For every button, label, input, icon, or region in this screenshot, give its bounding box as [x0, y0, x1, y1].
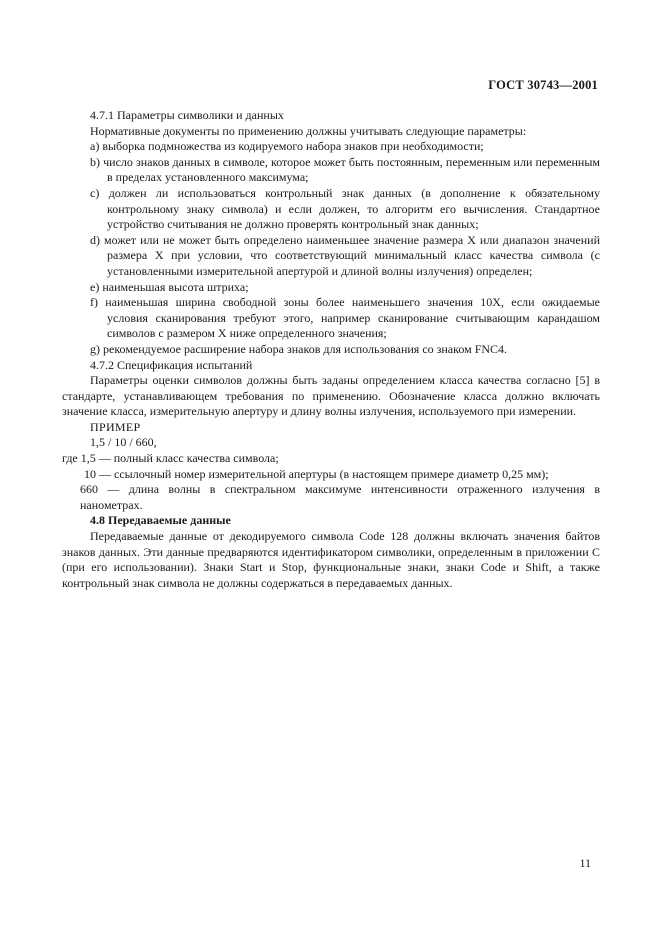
- example-where-3: 660 — длина волны в спектральном максимуме интенсивности отраженного излучения в нанометрах.: [80, 482, 600, 512]
- example-where-2: 10 — ссылочный номер измерительной апертуры (в настоящем примере диаметр 0,25 мм);: [84, 466, 549, 481]
- example-value: 1,5 / 10 / 660,: [90, 435, 157, 450]
- list-item-f: f) наименьшая ширина свободной зоны более наименьшего значения 10X, если ожидаемые условия сканирования требуют этого, например сканирование считывающим карандашом символов с размером X ниже определенного значения;: [90, 295, 600, 341]
- list-item-a: a) выборка подмножества из кодируемого набора знаков при необходимости;: [90, 139, 484, 154]
- document-header: ГОСТ 30743—2001: [488, 78, 598, 92]
- list-item-g: g) рекомендуемое расширение набора знаков для использования со знаком FNC4.: [90, 341, 508, 356]
- example-where-1: где 1,5 — полный класс качества символа;: [62, 451, 279, 466]
- list-item-e: e) наименьшая высота штриха;: [90, 279, 249, 294]
- section-472-title: 4.7.2 Спецификация испытаний: [90, 357, 253, 372]
- section-471-intro: Нормативные документы по применению должны учитывать следующие параметры:: [90, 123, 527, 138]
- document-body: [62, 108, 600, 591]
- section-472-text: Параметры оценки символов должны быть заданы определением класса качества согласно [5] в стандарте, устанавливающем требования по применению. Обозначение класса должно включать значение класса, измерительную апертуру и длину волны излучения, используемого при измерении.: [62, 373, 600, 419]
- section-48-text: Передаваемые данные от декодируемого символа Code 128 должны включать значения байтов знаков данных. Эти данные предваряются идентификатором символики, определенным в приложении С (при его использовании). Знаки Start и Stop, функциональные знаки, знаки Code и Shift, а также контрольный знак символа не должны содержаться в передаваемых данных.: [62, 529, 600, 590]
- list-item-b: b) число знаков данных в символе, которое может быть постоянным, переменным или переменным в пределах установленного максимума;: [90, 154, 600, 185]
- list-item-c: c) должен ли использоваться контрольный знак данных (в дополнение к обязательному контрольному знаку символа) и если должен, то алгоритм его вычисления. Стандартное устройство считывания не должно проверять контрольный знак данных;: [90, 185, 600, 232]
- example-label: ПРИМЕР: [90, 419, 141, 434]
- list-item-d: d) может или не может быть определено наименьшее значение размера X или диапазон значений размера X при условии, что соответствующий минимальный класс качества символа (с установленными измерительной апертурой и длиной волны излучения) определен;: [90, 232, 600, 278]
- section-48-title: 4.8 Передаваемые данные: [90, 513, 231, 528]
- section-471-title: 4.7.1 Параметры символики и данных: [90, 108, 284, 122]
- page-number: 11: [579, 856, 591, 870]
